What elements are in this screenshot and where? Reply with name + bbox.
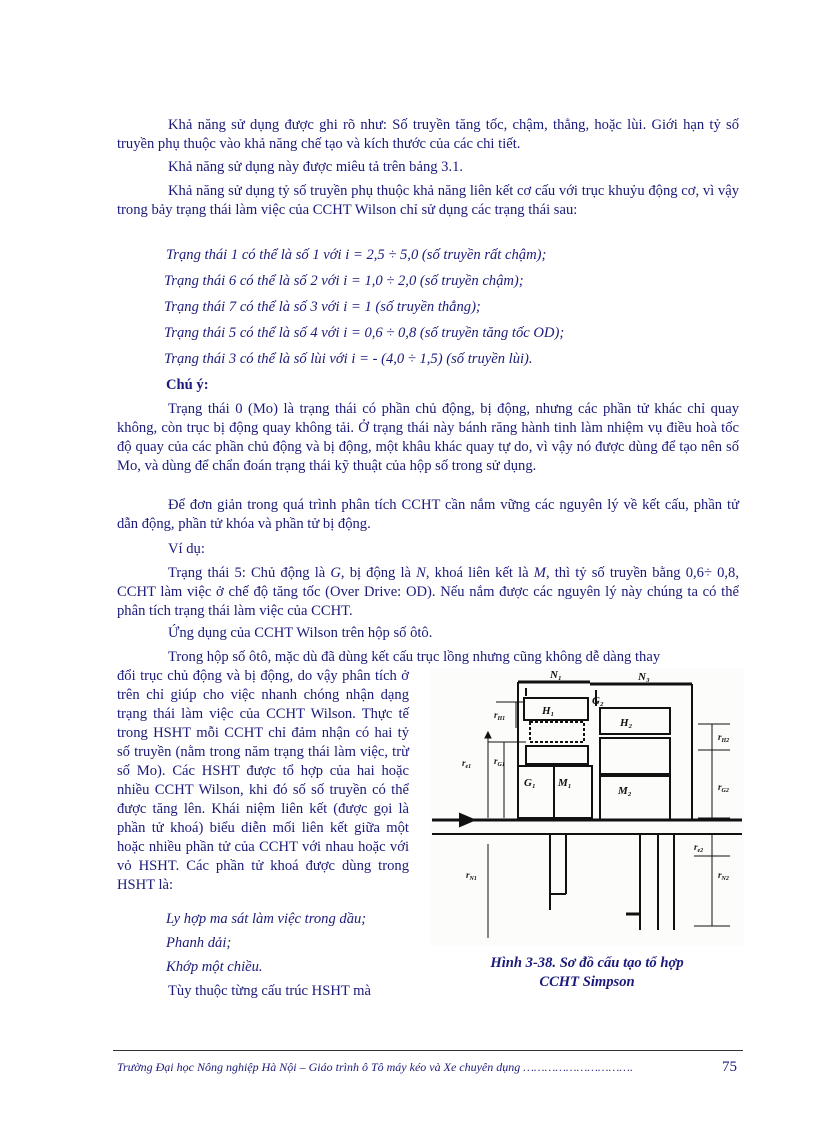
- state-item-6: Trạng thái 6 có thể là số 2 với i = 1,0 ÷ 2,0 (số truyền chậm);: [164, 273, 524, 289]
- footer-divider: [113, 1050, 743, 1051]
- label-r-n2: $r_{N2}$: [718, 870, 729, 882]
- label-m1: M₁: [558, 777, 572, 789]
- paragraph-application-body: đổi trục chủ động và bị động, do vậy phân tích ở trên chỉ giúp cho việc nhanh chóng nhận dạng trạng thái làm việc của CCHT Wilson. Thực tế trong HSHT mỗi CCHT chỉ đảm nhận có hai tỷ số truyền (nằm trong năm trạng thái làm việc, trừ số Mo). Các HSHT được tổ hợp của hai hoặc nhiều CCHT Wilson, khi đó số số truyền có thể được tăng lên. Khái niệm liên kết (được gọi là phần tử khoá) biểu diễn mối liên kết giữa một hoặc nhiều phần tử của CCHT với nhau hoặc với vỏ HSHT. Các phần tử khoá được dùng trong HSHT là:: [117, 668, 409, 893]
- simpson-diagram-svg: [430, 668, 744, 946]
- label-r-h2: $r_{H2}$: [718, 732, 730, 744]
- figure-caption-line1: Hình 3-38. Sơ đồ cấu tạo tổ hợp: [490, 955, 684, 971]
- paragraph-example: Trạng thái 5: Chủ động là G, bị động là N, khoá liên kết là M, thì tỷ số truyền bằng 0,6÷ 0,8, CCHT làm việc ở chế độ tăng tốc (Over Drive: OD). Nếu nắm được các nguyên lý này chúng ta có thể phân tích trạng thái làm việc của CCHT.: [117, 565, 739, 619]
- paragraph-state-zero: Trạng thái 0 (Mo) là trạng thái có phần chủ động, bị động, nhưng các phần tử khác chỉ quay không, còn trục bị động quay không tải. Ở trạng thái này bánh răng hành tinh làm nhiệm vụ điều hoà tốc độ quay của các phần chủ động và bị động, một khâu khác quay tự do, vì vậy nó được dùng để tạo nên số Mo, và dùng để chẩn đoán trạng thái kỹ thuật của hộp số trong sử dụng.: [117, 401, 739, 474]
- paragraph-principles: Để đơn giản trong quá trình phân tích CCHT cần nắm vững các nguyên lý về kết cấu, phần tử dẫn động, phần tử khóa và phần tử bị động.: [117, 497, 739, 532]
- lock-element-oneway: Khớp một chiều.: [166, 959, 263, 975]
- label-m2: M₂: [618, 785, 632, 797]
- figure-caption-line2: CCHT Simpson: [539, 974, 635, 990]
- simpson-diagram: [430, 668, 744, 946]
- lock-element-band: Phanh dải;: [166, 935, 232, 951]
- state-item-3: Trạng thái 3 có thể là số lùi với i = - (4,0 ÷ 1,5) (số truyền lùi).: [164, 351, 533, 367]
- page-number: 75: [722, 1059, 737, 1075]
- paragraph-application-heading: Ứng dụng của CCHT Wilson trên hộp số ôtô.: [168, 625, 433, 641]
- paragraph-application-lead: Trong hộp số ôtô, mặc dù đã dùng kết cấu trục lồng nhưng cũng không dễ dàng thay: [168, 649, 661, 665]
- paragraph-states-intro: Khả năng sử dụng tỷ số truyền phụ thuộc khả năng liên kết cơ cấu với trục khuỷu động cơ, vì vậy trong bảy trạng thái làm việc của CCHT Wilson chỉ sử dụng các trạng thái sau:: [117, 183, 739, 218]
- label-r-g1: $r_{G1}$: [494, 756, 505, 768]
- label-n3: N₃: [638, 671, 650, 683]
- label-r-h1: $r_{H1}$: [494, 710, 506, 722]
- paragraph-intro: Khả năng sử dụng được ghi rõ như: Số truyền tăng tốc, chậm, thẳng, hoặc lùi. Giới hạn tỷ số truyền phụ thuộc vào khả năng chế tạo và kích thước của các chi tiết.: [117, 117, 739, 152]
- label-r-n1: $r_{N1}$: [466, 870, 477, 882]
- figure-caption: [430, 954, 744, 992]
- state-item-5: Trạng thái 5 có thể là số 4 với i = 0,6 ÷ 0,8 (số truyền tăng tốc OD);: [164, 325, 565, 341]
- note-heading: Chú ý:: [166, 377, 209, 393]
- label-r-e1: $r_{e1}$: [462, 758, 472, 770]
- label-r-g2: $r_{G2}$: [718, 782, 729, 794]
- state-item-7: Trạng thái 7 có thể là số 3 với i = 1 (số truyền thẳng);: [164, 299, 481, 315]
- label-g2: G₂: [592, 695, 604, 707]
- footer-text: Trường Đại học Nông nghiệp Hà Nội – Giáo trình ô Tô máy kéo và Xe chuyên dụng ………………………….: [117, 1060, 633, 1074]
- label-r-e2: $r_{e2}$: [694, 842, 704, 854]
- lock-element-clutch: Ly hợp ma sát làm việc trong dầu;: [166, 911, 367, 927]
- paragraph-table-ref: Khả năng sử dụng này được miêu tả trên bảng 3.1.: [168, 159, 464, 175]
- label-h2: H₂: [620, 717, 633, 729]
- example-label: Ví dụ:: [168, 541, 205, 557]
- state-item-1: Trạng thái 1 có thể là số 1 với i = 2,5 ÷ 5,0 (số truyền rất chậm);: [166, 247, 547, 263]
- paragraph-closing: Tùy thuộc từng cấu trúc HSHT mà: [168, 983, 371, 999]
- label-h1: H₁: [542, 705, 555, 717]
- label-n1: N₁: [550, 669, 562, 681]
- label-g1: G₁: [524, 777, 536, 789]
